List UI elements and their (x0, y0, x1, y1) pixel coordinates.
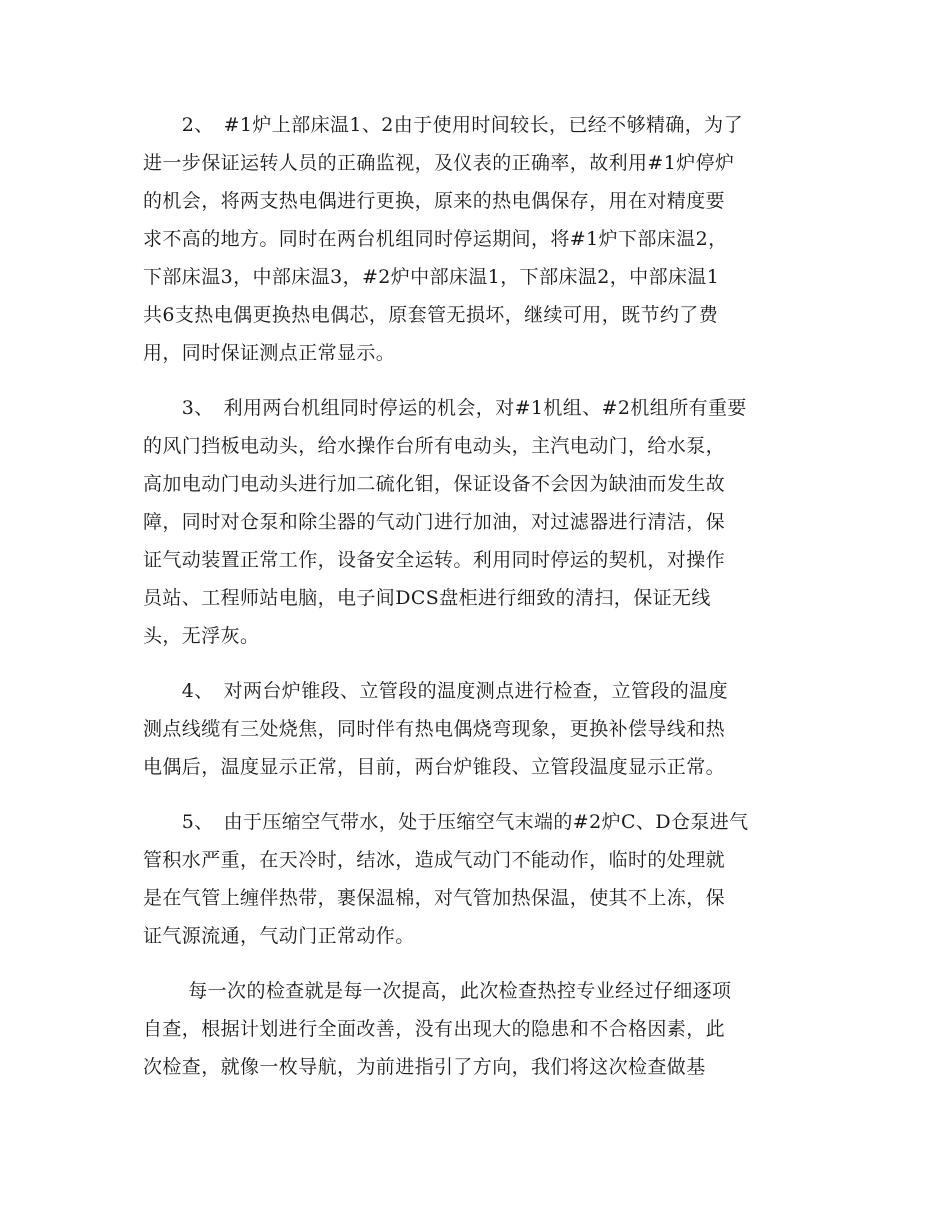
document-body (143, 106, 807, 1086)
text-line: 自查，根据计划进行全面改善，没有出现大的隐患和不合格因素，此 (143, 1018, 726, 1040)
text-line: 高加电动门电动头进行加二硫化钼，保证设备不会因为缺油而发生故 (143, 473, 726, 495)
text-line: 测点线缆有三处烧焦，同时伴有热电偶烧弯现象，更换补偿导线和热 (143, 718, 726, 740)
text-line: 证气动装置正常工作，设备安全运转。利用同时停运的契机，对操作 (143, 549, 726, 571)
text-line: 管积水严重，在天冷时，结冰，造成气动门不能动作，临时的处理就 (143, 849, 726, 871)
text-line: 进一步保证运转人员的正确监视，及仪表的正确率，故利用#1炉停炉 (143, 152, 735, 174)
text-line: 是在气管上缠伴热带，裹保温棉，对气管加热保温，使其不上冻，保 (143, 887, 726, 909)
text-line: 的风门挡板电动头，给水操作台所有电动头，主汽电动门，给水泵， (143, 435, 726, 457)
text-line: 每一次的检查就是每一次提高，此次检查热控专业经过仔细逐项 (143, 980, 732, 1002)
text-line: 员站、工程师站电脑，电子间DCS盘柜进行细致的清扫，保证无线 (143, 587, 711, 609)
text-line: 2、 #1炉上部床温1、2由于使用时间较长，已经不够精确，为了 (143, 114, 743, 136)
text-line: 的机会，将两支热电偶进行更换，原来的热电偶保存，用在对精度要 (143, 190, 726, 212)
paragraph-item-5 (143, 803, 807, 955)
text-line: 用，同时保证测点正常显示。 (143, 342, 396, 364)
paragraph-item-4 (143, 672, 807, 786)
text-line: 证气源流通，气动门正常动作。 (143, 925, 415, 947)
text-line: 电偶后，温度显示正常，目前，两台炉锥段、立管段温度显示正常。 (143, 756, 726, 778)
text-line: 头，无浮灰。 (143, 625, 260, 647)
text-line: 4、 对两台炉锥段、立管段的温度测点进行检查，立管段的温度 (143, 680, 728, 702)
paragraph-summary (143, 972, 807, 1086)
text-line: 下部床温3，中部床温3，#2炉中部床温1，下部床温2，中部床温1 (143, 266, 720, 288)
text-line: 3、 利用两台机组同时停运的机会，对#1机组、#2机组所有重要 (143, 397, 747, 419)
text-line: 5、 由于压缩空气带水，处于压缩空气末端的#2炉C、D仓泵进气 (143, 811, 749, 833)
text-line: 次检查，就像一枚导航，为前进指引了方向，我们将这次检查做基 (143, 1056, 706, 1078)
text-line: 求不高的地方。同时在两台机组同时停运期间，将#1炉下部床温2， (143, 228, 728, 250)
paragraph-item-3 (143, 389, 807, 655)
text-line: 共6支热电偶更换热电偶芯，原套管无损坏，继续可用，既节约了费 (143, 304, 719, 326)
paragraph-item-2 (143, 106, 807, 372)
text-line: 障，同时对仓泵和除尘器的气动门进行加油，对过滤器进行清洁，保 (143, 511, 726, 533)
